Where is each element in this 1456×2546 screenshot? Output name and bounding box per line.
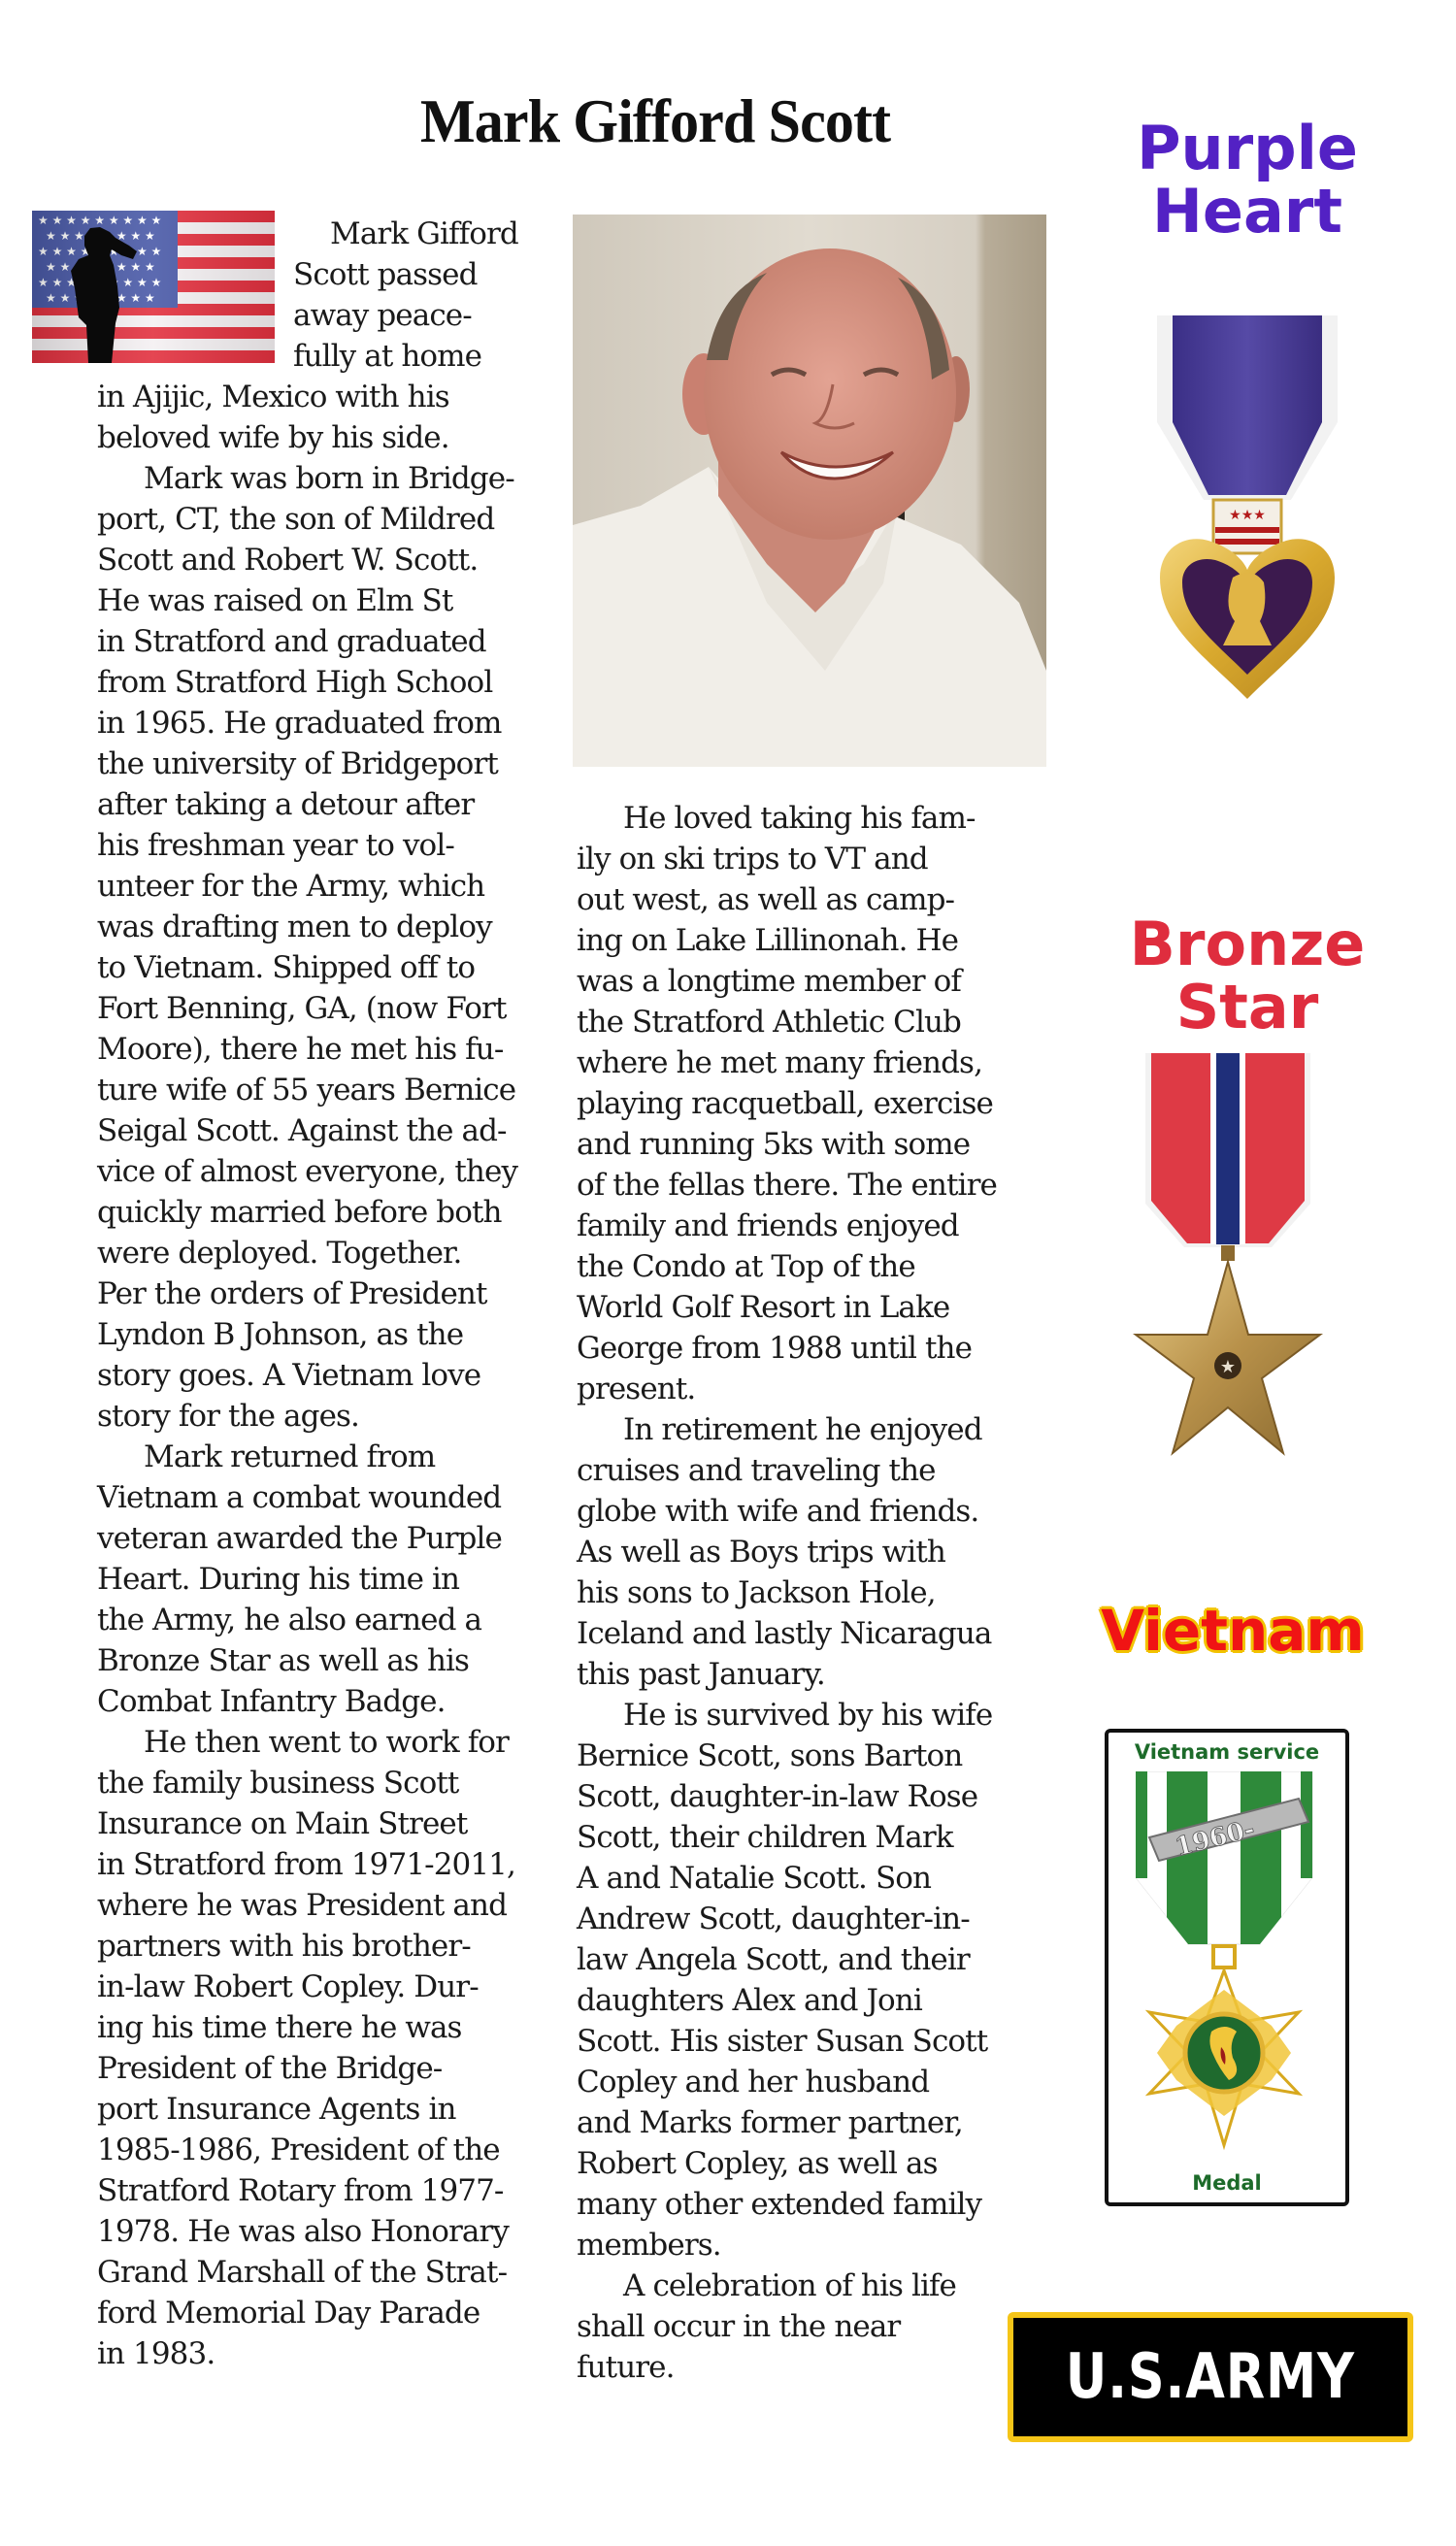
bronze-star-title	[1087, 909, 1407, 1043]
text-line: Per the orders of President	[97, 1276, 487, 1311]
text-line: in 1983.	[97, 2336, 215, 2371]
text-line: Scott, daughter-in-law Rose	[577, 1779, 978, 1814]
text-line: members.	[577, 2228, 721, 2263]
purple-heart-title	[1087, 113, 1407, 248]
svg-text:★★★: ★★★	[1229, 508, 1266, 523]
text-line: Combat Infantry Badge.	[97, 1684, 446, 1719]
text-line: were deployed. Together.	[97, 1236, 462, 1271]
text-line: the Stratford Athletic Club	[577, 1005, 961, 1040]
text-line: was a longtime member of	[577, 964, 962, 999]
text-line: He then went to work for	[144, 1725, 509, 1760]
obituary-headline: Mark Gifford Scott	[419, 86, 891, 155]
text-line: his sons to Jackson Hole,	[577, 1575, 936, 1610]
text-line: and running 5ks with some	[577, 1127, 971, 1162]
bronze-star-title-line2: Star	[1175, 972, 1319, 1043]
text-line: Scott and Robert W. Scott.	[97, 543, 479, 578]
text-line: Iceland and lastly Nicaragua	[577, 1616, 992, 1651]
text-line: A and Natalie Scott. Son	[577, 1861, 932, 1896]
svg-text:★: ★	[1219, 1357, 1237, 1377]
text-line: Mark was born in Bridge-	[144, 461, 514, 496]
text-line: was drafting men to deploy	[97, 909, 492, 944]
vietnam-service-caption: Vietnam service	[1134, 1740, 1320, 1764]
text-line: in Stratford from 1971-2011,	[97, 1847, 515, 1882]
text-line: Fort Benning, GA, (now Fort	[97, 991, 507, 1026]
text-line: As well as Boys trips with	[577, 1535, 945, 1570]
text-line: ing on Lake Lillinonah. He	[577, 923, 959, 958]
text-line: Heart. During his time in	[97, 1562, 460, 1597]
text-line: the Condo at Top of the	[577, 1249, 915, 1284]
text-line: daughters Alex and Joni	[577, 1983, 922, 2018]
text-line: partners with his brother-	[97, 1929, 471, 1964]
text-line: In retirement he enjoyed	[623, 1412, 982, 1447]
text-line: where he was President and	[97, 1888, 508, 1923]
text-line: from Stratford High School	[97, 665, 493, 700]
text-line: Robert Copley, as well as	[577, 2146, 938, 2181]
text-line: the family business Scott	[97, 1766, 459, 1801]
text-line: Bronze Star as well as his	[97, 1643, 470, 1678]
text-line: the university of Bridgeport	[97, 746, 498, 781]
bronze-star-medal-icon	[1126, 1053, 1330, 1461]
text-line: port Insurance Agents in	[97, 2092, 456, 2127]
text-line: where he met many friends,	[577, 1045, 983, 1080]
text-line: in Stratford and graduated	[97, 624, 486, 659]
text-line: his freshman year to vol-	[97, 828, 454, 863]
text-line: World Golf Resort in Lake	[577, 1290, 950, 1325]
text-line: globe with wife and friends.	[577, 1494, 979, 1529]
text-line: Moore), there he met his fu-	[97, 1032, 504, 1067]
text-line: in 1965. He graduated from	[97, 706, 502, 741]
portrait-photo	[573, 215, 1046, 767]
text-line: George from 1988 until the	[577, 1331, 973, 1366]
purple-heart-title-line2: Heart	[1152, 176, 1342, 248]
text-line: A celebration of his life	[623, 2268, 956, 2303]
text-line: Lyndon B Johnson, as the	[97, 1317, 464, 1352]
text-line: future.	[577, 2350, 675, 2385]
text-line: after taking a detour after	[97, 787, 475, 822]
text-line: away peace-	[293, 298, 472, 333]
obituary-column-2	[577, 798, 1033, 2388]
text-line: shall occur in the near	[577, 2309, 901, 2344]
text-line: Mark returned from	[144, 1439, 436, 1474]
text-line: fully at home	[293, 339, 482, 374]
text-line: Copley and her husband	[577, 2065, 930, 2100]
text-line: He was raised on Elm St	[97, 583, 453, 618]
text-line: in-law Robert Copley. Dur-	[97, 1969, 479, 2004]
obituary-column-1	[97, 214, 548, 2374]
text-line: Scott passed	[293, 257, 478, 292]
text-line: the Army, he also earned a	[97, 1603, 482, 1637]
text-line: cruises and traveling the	[577, 1453, 936, 1488]
text-line: this past January.	[577, 1657, 825, 1692]
clasp-year-label: 1960-	[1172, 1814, 1258, 1863]
text-line: story for the ages.	[97, 1399, 359, 1434]
text-line: veteran awarded the Purple	[97, 1521, 502, 1556]
medal-caption: Medal	[1192, 2171, 1262, 2195]
text-line: Stratford Rotary from 1977-	[97, 2173, 504, 2208]
text-line: Seigal Scott. Against the ad-	[97, 1113, 507, 1148]
text-line: Vietnam a combat wounded	[97, 1480, 502, 1515]
text-line: in Ajijic, Mexico with his	[97, 380, 449, 414]
text-line: Scott, their children Mark	[577, 1820, 953, 1855]
text-line: story goes. A Vietnam love	[97, 1358, 481, 1393]
text-line: and Marks former partner,	[577, 2105, 963, 2140]
text-line: Andrew Scott, daughter-in-	[577, 1901, 970, 1936]
text-line: vice of almost everyone, they	[97, 1154, 518, 1189]
bronze-star-title-line1: Bronze	[1129, 909, 1366, 979]
text-line: family and friends enjoyed	[577, 1208, 959, 1243]
purple-heart-title-line1: Purple	[1137, 113, 1358, 183]
text-line: ing his time there he was	[97, 2010, 462, 2045]
text-line: ily on ski trips to VT and	[577, 842, 928, 876]
us-army-badge	[1008, 2312, 1413, 2442]
text-line: quickly married before both	[97, 1195, 502, 1230]
text-line: Grand Marshall of the Strat-	[97, 2255, 508, 2290]
text-line: Insurance on Main Street	[97, 1806, 468, 1841]
text-line: Mark Gifford	[330, 216, 518, 251]
us-army-label: U.S.ARMY	[1065, 2341, 1356, 2413]
text-line: port, CT, the son of Mildred	[97, 502, 495, 537]
text-line: Bernice Scott, sons Barton	[577, 1738, 963, 1773]
text-line: ford Memorial Day Parade	[97, 2296, 480, 2331]
text-line: 1985-1986, President of the	[97, 2133, 500, 2167]
text-line: of the fellas there. The entire	[577, 1168, 997, 1203]
vietnam-service-medal-card	[1105, 1729, 1349, 2206]
text-line: to Vietnam. Shipped off to	[97, 950, 476, 985]
text-line: many other extended family	[577, 2187, 982, 2222]
text-line: unteer for the Army, which	[97, 869, 485, 904]
text-line: President of the Bridge-	[97, 2051, 443, 2086]
text-line: 1978. He was also Honorary	[97, 2214, 509, 2249]
text-line: playing racquetball, exercise	[577, 1086, 993, 1121]
text-line: He loved taking his fam-	[623, 801, 976, 836]
text-line: He is survived by his wife	[623, 1698, 993, 1733]
text-line: ture wife of 55 years Bernice	[97, 1073, 516, 1108]
text-line: law Angela Scott, and their	[577, 1942, 970, 1977]
text-line: out west, as well as camp-	[577, 882, 955, 917]
vietnam-title: Vietnam	[1101, 1598, 1365, 1664]
text-line: beloved wife by his side.	[97, 420, 449, 455]
text-line: present.	[577, 1372, 696, 1406]
text-line: Scott. His sister Susan Scott	[577, 2024, 988, 2059]
purple-heart-medal-icon	[1145, 315, 1349, 704]
vietnam-service-medal-icon	[1136, 1771, 1320, 2165]
